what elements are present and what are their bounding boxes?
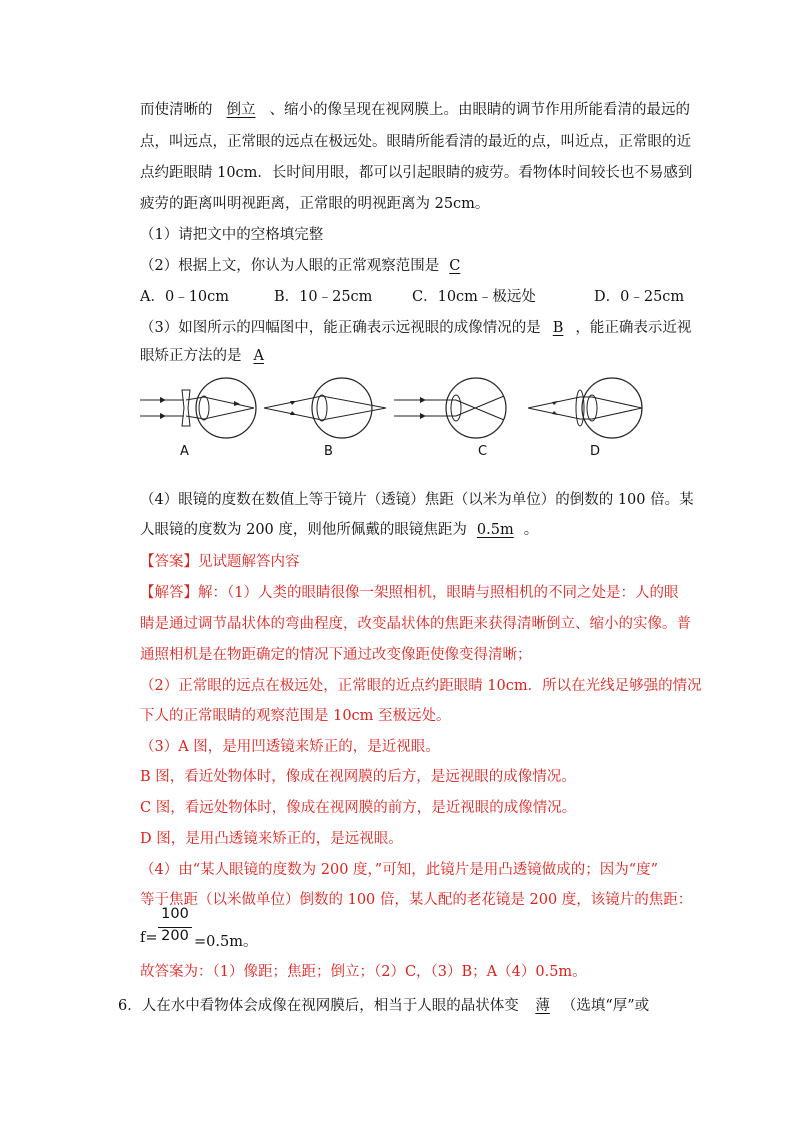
answer-blank: A — [253, 348, 264, 364]
formula-denominator: 200 — [161, 928, 189, 944]
text: 人在水中看物体会成像在视网膜后，相当于人眼的晶状体变 — [141, 998, 519, 1014]
answer-blank: 薄 — [535, 998, 550, 1014]
analysis-line-11: 等于焦距（以米做单位）倒数的 100 倍，某人配的老花镜是 200 度，该镜片的焦距： — [140, 892, 693, 908]
conclusion-line: 故答案为：（1）像距；焦距；倒立；（2）C，（3）B；A（4）0.5m。 — [140, 964, 587, 980]
analysis-line-9: D 图，是用凸透镜来矫正的，是远视眼。 — [140, 831, 403, 847]
question-3-line-2 — [140, 346, 276, 366]
answer-blank: 倒立 — [226, 102, 256, 118]
analysis-line-4: （2）正常眼的远点在极远处，正常眼的近点约距眼睛 10cm．所以在光线足够强的情况 — [140, 678, 702, 694]
eye-diagram-a — [140, 370, 270, 440]
eye-diagram-c — [394, 370, 524, 440]
answer-blank: B — [552, 320, 564, 336]
paragraph-line-1 — [140, 100, 690, 120]
text: 、缩小的像呈现在视网膜上。由眼睛的调节作用所能看清的最远的 — [269, 102, 690, 118]
analysis-line-5: 下人的正常眼睛的观察范围是 10cm 至极远处。 — [140, 708, 451, 724]
formula-suffix: =0.5m。 — [194, 934, 258, 950]
question-4-line-1: （4）眼镜的度数在数值上等于镜片（透镜）焦距（以米为单位）的倒数的 100 倍。某 — [140, 492, 694, 508]
question-2 — [140, 256, 470, 276]
analysis-line-3: 通照相机是在物距确定的情况下通过改变像距使像变得清晰； — [140, 647, 532, 663]
text: 眼矫正方法的是 — [140, 348, 242, 364]
question-number: 6． — [118, 998, 142, 1014]
diagram-label-c: C — [478, 444, 488, 459]
diagram-label-d: D — [590, 444, 601, 459]
text: 而使清晰的 — [140, 102, 213, 118]
analysis-line-6: （3）A 图，是用凹透镜来矫正的，是近视眼。 — [140, 739, 440, 755]
answer-line: 【答案】见试题解答内容 — [140, 554, 300, 570]
formula-numerator: 100 — [161, 906, 189, 922]
diagram-label-b: B — [324, 444, 333, 459]
text: ，能正确表示近视 — [575, 320, 692, 336]
text: 。 — [523, 522, 539, 538]
formula-prefix: f= — [140, 930, 158, 946]
answer-blank: 0.5m — [476, 522, 514, 538]
eye-diagram-b — [262, 370, 392, 440]
option-d: D．0﹣25cm — [594, 289, 685, 305]
text: （选填“厚”或 — [561, 998, 650, 1014]
question-4-line-2 — [140, 520, 538, 540]
text: 人眼镜的度数为 200 度，则他所佩戴的眼镜焦距为 — [140, 522, 467, 538]
analysis-line-8: C 图，看远处物体时，像成在视网膜的前方，是近视眼的成像情况。 — [140, 800, 577, 816]
option-b: B．10﹣25cm — [274, 289, 373, 305]
question-3-line-1 — [140, 318, 691, 338]
analysis-line-2: 睛是通过调节晶状体的弯曲程度，改变晶状体的焦距来获得清晰倒立、缩小的实像。普 — [140, 616, 691, 632]
question-1: （1）请把文中的空格填完整 — [140, 227, 324, 243]
question-6 — [118, 996, 649, 1016]
text: （3）如图所示的四幅图中，能正确表示远视眼的成像情况的是 — [140, 320, 541, 336]
diagram-label-a: A — [180, 444, 189, 459]
analysis-line-7: B 图，看近处物体时，像成在视网膜的后方，是远视眼的成像情况。 — [140, 769, 576, 785]
option-c: C．10cm﹣极远处 — [412, 289, 536, 305]
analysis-line-10: （4）由“某人眼镜的度数为 200 度，”可知，此镜片是用凸透镜做成的；因为“度” — [140, 862, 659, 878]
eye-diagram-d — [526, 370, 656, 440]
answer-blank: C — [449, 258, 461, 274]
paragraph-line-3: 点约距眼睛 10cm．长时间用眼，都可以引起眼睛的疲劳。看物体时间较长也不易感到 — [140, 165, 693, 181]
paragraph-line-4: 疲劳的距离叫明视距离，正常眼的明视距离为 25cm。 — [140, 196, 490, 212]
option-a: A．0﹣10cm — [140, 289, 230, 305]
analysis-line-1: 【解答】解：（1）人类的眼睛很像一架照相机，眼睛与照相机的不同之处是：人的眼 — [140, 585, 679, 601]
text: （2）根据上文，你认为人眼的正常观察范围是 — [140, 258, 440, 274]
paragraph-line-2: 点，叫远点，正常眼的远点在极远处。眼睛所能看清的最近的点，叫近点，正常眼的近 — [140, 134, 691, 150]
